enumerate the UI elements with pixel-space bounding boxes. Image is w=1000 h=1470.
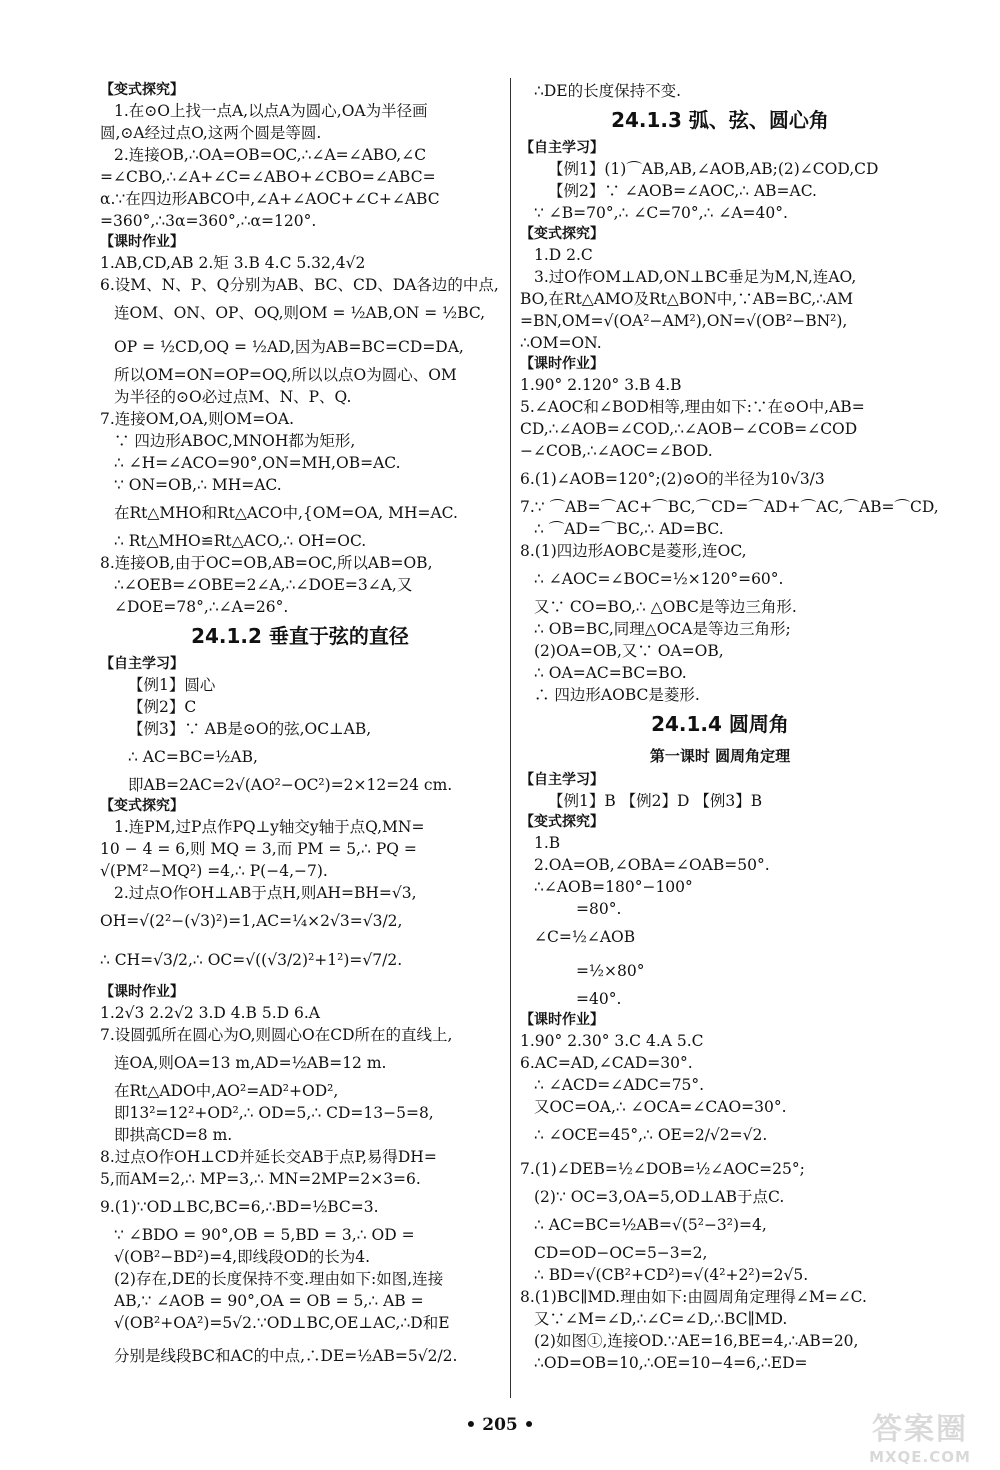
text-line: 1.B xyxy=(534,834,561,852)
text-line: CD,∴∠AOB=∠COD,∴∠AOB−∠COB=∠COD xyxy=(520,420,858,438)
text-line: ∴ OB=BC,同理△OCA是等边三角形; xyxy=(534,620,791,638)
section-heading: 24.1.4 圆周角 xyxy=(651,712,789,736)
text-line: =360°,∴3α=360°,∴α=120°. xyxy=(100,212,317,230)
text-line: 1.2√3 2.2√2 3.D 4.B 5.D 6.A xyxy=(100,1004,321,1022)
text-line: ∠DOE=78°,∴∠A=26°. xyxy=(114,598,289,616)
text-line: ∴ 四边形AOBC是菱形. xyxy=(534,686,700,704)
page-number: • 205 • xyxy=(465,1415,535,1435)
text-line: √(OB²−BD²)=4,即线段OD的长为4. xyxy=(114,1248,371,1266)
text-line: (2)存在,DE的长度保持不变.理由如下:如图,连接 xyxy=(114,1270,444,1288)
text-line: ∴ ∠OCE=45°,∴ OE=2/√2=√2. xyxy=(534,1126,768,1144)
text-line: ∴OM=ON. xyxy=(520,334,602,352)
text-line: 1.AB,CD,AB 2.矩 3.B 4.C 5.32,4√2 xyxy=(100,254,366,272)
text-line: ∵ 四边形ABOC,MNOH都为矩形, xyxy=(114,432,356,450)
text-line: =∠CBO,∴∠A+∠C=∠ABO+∠CBO=∠ABC= xyxy=(100,168,436,186)
text-line: ∴ OA=AC=BC=BO. xyxy=(534,664,687,682)
text-line: 又∵∠M=∠D,∴∠C=∠D,∴BC∥MD. xyxy=(534,1310,788,1328)
text-line: 6.(1)∠AOB=120°;(2)⊙O的半径为10√3/3 xyxy=(520,470,825,488)
text-line: 分别是线段BC和AC的中点,∴DE=½AB=5√2/2. xyxy=(114,1347,458,1365)
text-line: CD=OD−OC=5−3=2, xyxy=(534,1244,708,1262)
text-line: 1.在⊙O上找一点A,以点A为圆心,OA为半径画 xyxy=(114,102,428,120)
text-line: ∴ ⌒AD=⌒BC,∴ AD=BC. xyxy=(534,520,724,538)
text-line: ∴∠AOB=180°−100° xyxy=(534,878,693,896)
text-line: 2.连接OB,∴OA=OB=OC,∴∠A=∠ABO,∠C xyxy=(114,146,427,164)
section-tag: 【变式探究】 xyxy=(100,82,184,98)
text-line: =40°. xyxy=(576,990,622,1008)
text-line: OP = ½CD,OQ = ½AD,因为AB=BC=CD=DA, xyxy=(114,338,464,356)
left-column xyxy=(100,80,500,1378)
text-line: 2.OA=OB,∠OBA=∠OAB=50°. xyxy=(534,856,770,874)
text-line: 8.连接OB,由于OC=OB,AB=OC,所以AB=OB, xyxy=(100,554,433,572)
column-divider xyxy=(510,78,511,1398)
watermark-url: MXQE.COM xyxy=(869,1448,971,1466)
text-line: 在Rt△MHO和Rt△ACO中,{OM=OA, MH=AC. xyxy=(114,504,458,522)
text-line: 即拱高CD=8 m. xyxy=(114,1126,233,1144)
text-line: 5,而AM=2,∴ MP=3,∴ MN=2MP=2×3=6. xyxy=(100,1170,421,1188)
text-line: 1.90° 2.30° 3.C 4.A 5.C xyxy=(520,1032,704,1050)
text-line: (2)∵ OC=3,OA=5,OD⊥AB于点C. xyxy=(534,1188,785,1206)
text-line: ∠C=½∠AOB xyxy=(534,928,636,946)
text-line: ∴OD=OB=10,∴OE=10−4=6,∴ED= xyxy=(534,1354,808,1372)
watermark-logo xyxy=(850,1404,990,1466)
section-tag: 【变式探究】 xyxy=(520,226,604,242)
text-line: 【例1】B 【例2】D 【例3】B xyxy=(548,792,763,810)
text-line: ∴ Rt△MHO≌Rt△ACO,∴ OH=OC. xyxy=(114,532,367,550)
text-line: √(OB²+OA²)=5√2.∵OD⊥BC,OE⊥AC,∴D和E xyxy=(114,1314,450,1332)
text-line: ∴ ∠H=∠ACO=90°,ON=MH,OB=AC. xyxy=(114,454,401,472)
text-line: 6.设M、N、P、Q分别为AB、BC、CD、DA各边的中点, xyxy=(100,276,499,294)
text-line: 所以OM=ON=OP=OQ,所以以点O为圆心、OM xyxy=(114,366,457,384)
text-line: 8.过点O作OH⊥CD并延长交AB于点P,易得DH= xyxy=(100,1148,437,1166)
text-line: ∴ AC=BC=½AB, xyxy=(128,748,258,766)
section-tag: 【课时作业】 xyxy=(100,234,184,250)
text-line: ∵ ∠BDO = 90°,OB = 5,BD = 3,∴ OD = xyxy=(114,1226,415,1244)
text-line: 连OM、ON、OP、OQ,则OM = ½AB,ON = ½BC, xyxy=(114,304,486,322)
text-line: (2)如图①,连接OD.∵AE=16,BE=4,∴AB=20, xyxy=(534,1332,859,1350)
text-line: 1.D 2.C xyxy=(534,246,593,264)
text-line: ∴ CH=√3/2,∴ OC=√((√3/2)²+1²)=√7/2. xyxy=(100,951,403,969)
section-heading: 24.1.3 弧、弦、圆心角 xyxy=(611,108,829,132)
text-line: √(PM²−MQ²) =4,∴ P(−4,−7). xyxy=(100,862,328,880)
text-line: 【例1】圆心 xyxy=(128,676,216,694)
text-line: 【例3】∵ AB是⊙O的弦,OC⊥AB, xyxy=(128,720,372,738)
section-tag: 【变式探究】 xyxy=(520,814,604,830)
text-line: 又∵ CO=BO,∴ △OBC是等边三角形. xyxy=(534,598,797,616)
text-line: 7.(1)∠DEB=½∠DOB=½∠AOC=25°; xyxy=(520,1160,805,1178)
subsection-heading: 第一课时 圆周角定理 xyxy=(649,747,791,765)
text-line: 7.∵ ⌒AB=⌒AC+⌒BC,⌒CD=⌒AD+⌒AC,⌒AB=⌒CD, xyxy=(520,498,939,516)
text-line: −∠COB,∴∠AOC=∠BOD. xyxy=(520,442,713,460)
text-line: BO,在Rt△AMO及Rt△BON中,∵AB=BC,∴AM xyxy=(520,290,854,308)
text-line: ∵ ∠B=70°,∴ ∠C=70°,∴ ∠A=40°. xyxy=(534,204,788,222)
text-line: 连OA,则OA=13 m,AD=½AB=12 m. xyxy=(114,1054,387,1072)
text-line: ∴ AC=BC=½AB=√(5²−3²)=4, xyxy=(534,1216,767,1234)
section-tag: 【课时作业】 xyxy=(520,356,604,372)
text-line: 10 − 4 = 6,则 MQ = 3,而 PM = 5,∴ PQ = xyxy=(100,840,417,858)
section-tag: 【课时作业】 xyxy=(520,1012,604,1028)
text-line: =BN,OM=√(OA²−AM²),ON=√(OB²−BN²), xyxy=(520,312,848,330)
text-line: 1.90° 2.120° 3.B 4.B xyxy=(520,376,682,394)
section-heading: 24.1.2 垂直于弦的直径 xyxy=(191,624,409,648)
text-line: 【例2】C xyxy=(128,698,197,716)
text-line: 9.(1)∵OD⊥BC,BC=6,∴BD=½BC=3. xyxy=(100,1198,379,1216)
text-line: 7.连接OM,OA,则OM=OA. xyxy=(100,410,295,428)
text-line: 8.(1)BC∥MD.理由如下:由圆周角定理得∠M=∠C. xyxy=(520,1288,867,1306)
text-line: 【例1】(1)⌒AB,AB,∠AOB,AB;(2)∠COD,CD xyxy=(548,160,879,178)
text-line: 7.设圆弧所在圆心为O,则圆心O在CD所在的直线上, xyxy=(100,1026,453,1044)
section-tag: 【自主学习】 xyxy=(520,772,604,788)
text-line: AB,∵ ∠AOB = 90°,OA = OB = 5,∴ AB = xyxy=(114,1292,424,1310)
text-line: 【例2】∵ ∠AOB=∠AOC,∴ AB=AC. xyxy=(548,182,817,200)
text-line: OH=√(2²−(√3)²)=1,AC=¼×2√3=√3/2, xyxy=(100,912,403,930)
section-tag: 【课时作业】 xyxy=(100,984,184,1000)
text-line: 6.AC=AD,∠CAD=30°. xyxy=(520,1054,693,1072)
text-line: 即13²=12²+OD²,∴ OD=5,∴ CD=13−5=8, xyxy=(114,1104,434,1122)
text-line: ∴ ∠AOC=∠BOC=½×120°=60°. xyxy=(534,570,784,588)
text-line: 圆,⊙A经过点O,这两个圆是等圆. xyxy=(100,124,322,142)
section-tag: 【变式探究】 xyxy=(100,798,184,814)
text-line: 3.过O作OM⊥AD,ON⊥BC垂足为M,N,连AO, xyxy=(534,268,857,286)
text-line: 1.连PM,过P点作PQ⊥y轴交y轴于点Q,MN= xyxy=(114,818,425,836)
text-line: =80°. xyxy=(576,900,622,918)
text-line: 又OC=OA,∴ ∠OCA=∠CAO=30°. xyxy=(534,1098,787,1116)
text-line: ∵ ON=OB,∴ MH=AC. xyxy=(114,476,282,494)
text-line: ∴ ∠ACD=∠ADC=75°. xyxy=(534,1076,705,1094)
text-line: 为半径的⊙O必过点M、N、P、Q. xyxy=(114,388,352,406)
text-line: 8.(1)四边形AOBC是菱形,连OC, xyxy=(520,542,747,560)
text-line: 在Rt△ADO中,AO²=AD²+OD², xyxy=(114,1082,339,1100)
watermark-text: 答案圈 xyxy=(872,1412,968,1447)
text-line: ∴DE的长度保持不变. xyxy=(534,82,682,100)
section-tag: 【自主学习】 xyxy=(520,140,604,156)
text-line: ∴ BD=√(CB²+CD²)=√(4²+2²)=2√5. xyxy=(534,1266,809,1284)
text-line: α.∵在四边形ABCO中,∠A+∠AOC+∠C+∠ABC xyxy=(100,190,440,208)
text-line: 5.∠AOC和∠BOD相等,理由如下:∵在⊙O中,AB= xyxy=(520,398,865,416)
text-line: ∴∠OEB=∠OBE=2∠A,∴∠DOE=3∠A,又 xyxy=(114,576,413,594)
text-line: (2)OA=OB,又∵ OA=OB, xyxy=(534,642,724,660)
text-line: =½×80° xyxy=(576,962,645,980)
text-line: 2.过点O作OH⊥AB于点H,则AH=BH=√3, xyxy=(114,884,417,902)
text-line: 即AB=2AC=2√(AO²−OC²)=2×12=24 cm. xyxy=(128,776,453,794)
right-column xyxy=(520,80,939,1374)
section-tag: 【自主学习】 xyxy=(100,656,184,672)
